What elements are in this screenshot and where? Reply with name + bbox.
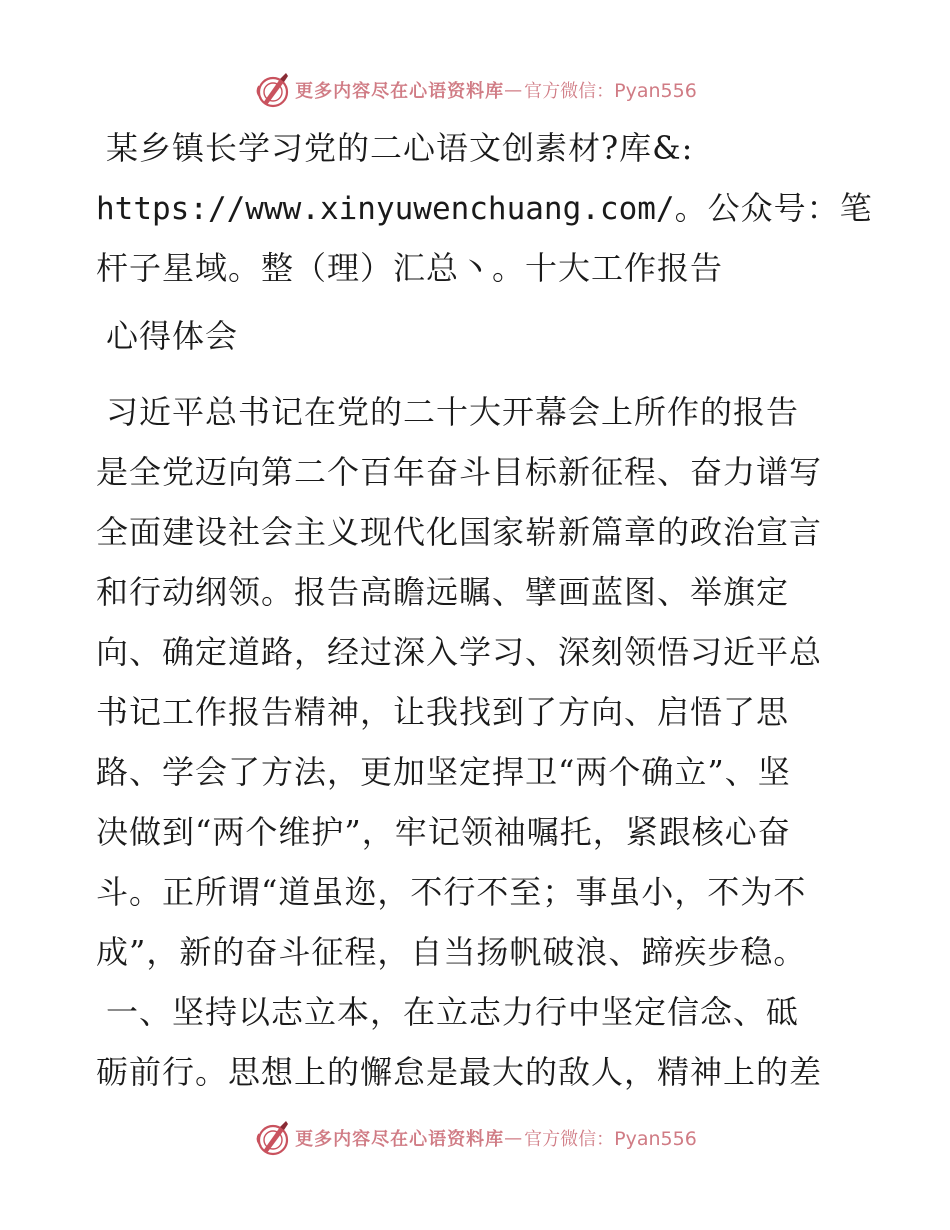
paragraph-1-line: 路、学会了方法，更加坚定捍卫“两个确立”、坚: [96, 753, 791, 791]
paragraph-1-line: 全面建设社会主义现代化国家崭新篇章的政治宣言: [96, 513, 823, 551]
header-url: https://www.xinyuwenchuang.com/: [96, 191, 675, 227]
header-line-3: 杆子星域。整（理）汇总丶。十大工作报告: [96, 249, 724, 287]
watermark-main-text: 更多内容尽在心语资料库: [295, 81, 505, 102]
watermark-banner-top: [0, 70, 950, 110]
watermark-wechat-label: 官方微信：: [524, 1129, 615, 1150]
header-line-1: 某乡镇长学习党的二心语文创素材?库&:: [106, 129, 694, 167]
document-header-block: [96, 118, 873, 298]
header-line-2-rest: 。公众号：笔: [674, 189, 873, 227]
watermark-dash: —: [504, 1127, 523, 1149]
watermark-dash: —: [504, 79, 523, 101]
watermark-wechat-label: 官方微信：: [524, 81, 615, 102]
watermark-wechat: [524, 77, 697, 103]
watermark-wechat-handle: Pyan556: [614, 80, 697, 102]
paragraph-1-line: 成”，新的奋斗征程，自当扬帆破浪、蹄疾步稳。: [96, 933, 807, 971]
paragraph-2-line: 一、坚持以志立本，在立志力行中坚定信念、砥: [106, 993, 800, 1031]
paragraph-1: [96, 382, 854, 982]
paragraph-1-line: 是全党迈向第二个百年奋斗目标新征程、奋力谱写: [96, 453, 823, 491]
paragraph-2: [96, 982, 854, 1102]
paragraph-1-line: 习近平总书记在党的二十大开幕会上所作的报告: [106, 393, 800, 431]
watermark-main-text: 更多内容尽在心语资料库: [295, 1129, 505, 1150]
paragraph-1-line: 书记工作报告精神，让我找到了方向、启悟了思: [96, 693, 790, 731]
paragraph-2-line: 砺前行。思想上的懈怠是最大的敌人，精神上的差: [96, 1053, 823, 1091]
paragraph-1-line: 斗。正所谓“道虽迩，不行不至；事虽小，不为不: [96, 873, 807, 911]
quill-pen-logo-icon: [253, 1118, 293, 1158]
paragraph-1-line: 和行动纲领。报告高瞻远瞩、擘画蓝图、举旗定: [96, 573, 790, 611]
watermark-wechat-handle: Pyan556: [614, 1128, 697, 1150]
watermark-banner-bottom: [0, 1118, 950, 1158]
section-title: [96, 306, 854, 366]
quill-pen-logo-icon: [253, 70, 293, 110]
section-title-text: 心得体会: [106, 317, 239, 355]
paragraph-1-line: 决做到“两个维护”，牢记领袖嘱托，紧跟核心奋: [96, 813, 791, 851]
watermark-wechat: [524, 1125, 697, 1151]
header-line-2: [96, 178, 873, 238]
paragraph-1-line: 向、确定道路，经过深入学习、深刻领悟习近平总: [96, 633, 823, 671]
